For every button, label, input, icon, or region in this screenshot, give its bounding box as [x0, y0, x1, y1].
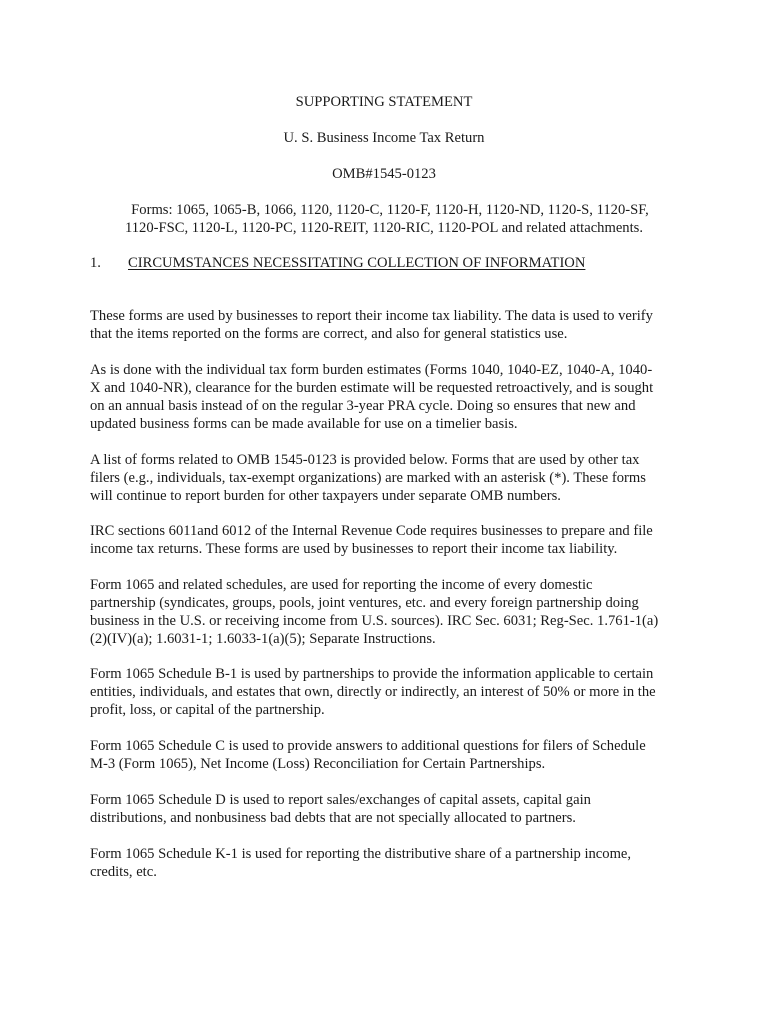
paragraph	[90, 522, 690, 558]
paragraph-line: on an annual basis instead of on the regular 3-year PRA cycle. Doing so ensures that new and	[90, 398, 636, 414]
paragraph-line: X and 1040-NR), clearance for the burden estimate will be requested retroactively, and is sought	[90, 380, 654, 396]
document-subtitle: U. S. Business Income Tax Return	[283, 130, 485, 146]
paragraph-line: profit, loss, or capital of the partnership.	[90, 702, 325, 718]
paragraph-line: business in the U.S. or receiving income from U.S. sources). IRC Sec. 6031; Reg-Sec. 1.761-1(a)	[90, 613, 659, 629]
paragraph-line: As is done with the individual tax form burden estimates (Forms 1040, 1040-EZ, 1040-A, 1040-	[90, 362, 653, 378]
paragraph-line: entities, individuals, and estates that own, directly or indirectly, an interest of 50% or more in the	[90, 684, 656, 700]
document-title: SUPPORTING STATEMENT	[295, 94, 473, 110]
paragraph-line: partnership (syndicates, groups, pools, joint ventures, etc. and every foreign partnership doing	[90, 595, 639, 611]
paragraph-line: Form 1065 Schedule C is used to provide answers to additional questions for filers of Schedule	[90, 738, 646, 754]
forms-list-line: 1120-FSC, 1120-L, 1120-PC, 1120-REIT, 1120-RIC, 1120-POL and related attachments.	[124, 220, 643, 236]
paragraph	[90, 845, 690, 881]
paragraph-line: A list of forms related to OMB 1545-0123 is provided below. Forms that are used by other tax	[90, 452, 640, 468]
paragraph	[90, 665, 690, 719]
paragraph-line: (2)(IV)(a); 1.6031-1; 1.6033-1(a)(5); Separate Instructions.	[90, 631, 436, 647]
section-title: CIRCUMSTANCES NECESSITATING COLLECTION OF INFORMATION	[128, 255, 586, 271]
paragraph	[90, 451, 690, 505]
paragraph-line: Form 1065 Schedule K-1 is used for reporting the distributive share of a partnership income,	[90, 846, 632, 862]
paragraph	[90, 737, 690, 773]
forms-list	[0, 201, 768, 237]
paragraph	[90, 791, 690, 827]
paragraph-line: distributions, and nonbusiness bad debts that are not specially allocated to partners.	[90, 810, 576, 826]
paragraph	[90, 576, 690, 648]
paragraph-line: will continue to report burden for other taxpayers under separate OMB numbers.	[90, 488, 561, 504]
paragraph-line: income tax returns. These forms are used by businesses to report their income tax liability.	[90, 541, 618, 557]
paragraph	[90, 361, 690, 433]
section-heading	[90, 254, 585, 272]
paragraph-line: filers (e.g., individuals, tax-exempt organizations) are marked with an asterisk (*). These forms	[90, 470, 646, 486]
omb-number: OMB#1545-0123	[332, 166, 436, 182]
paragraph-line: that the items reported on the forms are correct, and also for general statistics use.	[90, 326, 568, 342]
forms-list-line: Forms: 1065, 1065-B, 1066, 1120, 1120-C, 1120-F, 1120-H, 1120-ND, 1120-S, 1120-SF,	[131, 202, 649, 218]
paragraph	[90, 307, 690, 343]
paragraph-line: Form 1065 Schedule B-1 is used by partnerships to provide the information applicable to certain	[90, 666, 654, 682]
paragraph-line: Form 1065 Schedule D is used to report sales/exchanges of capital assets, capital gain	[90, 792, 591, 808]
paragraph-line: updated business forms can be made available for use on a timelier basis.	[90, 416, 518, 432]
paragraph-line: credits, etc.	[90, 864, 157, 880]
paragraph-line: IRC sections 6011and 6012 of the Internal Revenue Code requires businesses to prepare and file	[90, 523, 653, 539]
paragraph-line: M-3 (Form 1065), Net Income (Loss) Reconciliation for Certain Partnerships.	[90, 756, 546, 772]
paragraph-line: Form 1065 and related schedules, are used for reporting the income of every domestic	[90, 577, 593, 593]
section-number: 1.	[90, 255, 101, 271]
paragraph-line: These forms are used by businesses to report their income tax liability. The data is used to verify	[90, 308, 653, 324]
